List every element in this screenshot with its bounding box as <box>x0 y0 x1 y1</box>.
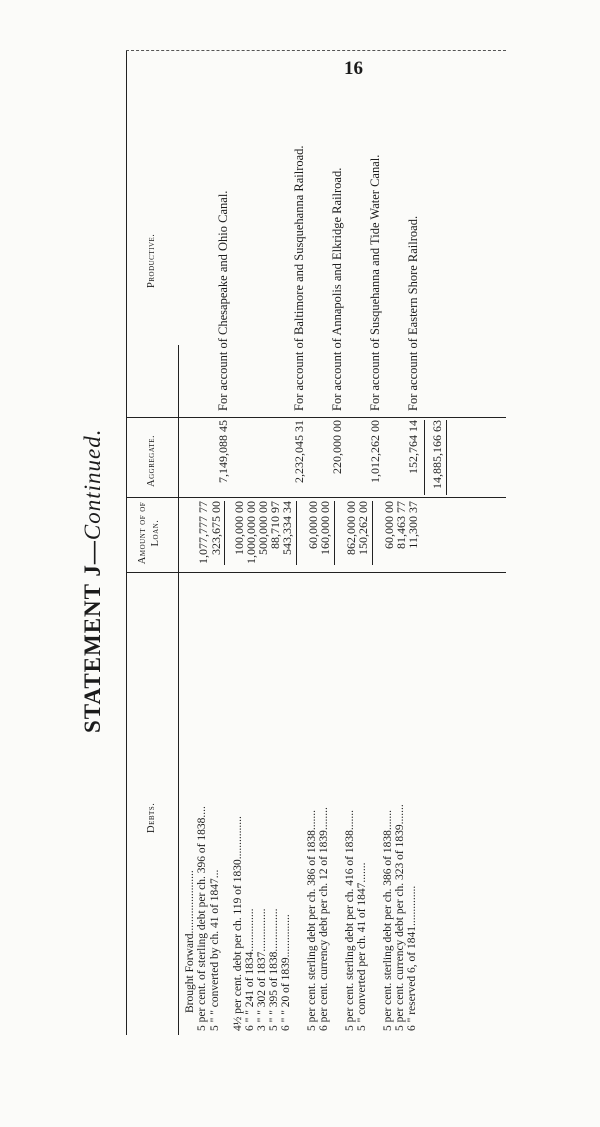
productive-cell: For account of Susquehanna and Tide Water Canal. <box>368 154 382 411</box>
total-rule <box>424 420 425 495</box>
page-number: 16 <box>344 58 363 79</box>
amount-cell: 500,000 00 <box>256 501 270 555</box>
debt-row: 3 " " 302 of 1837............... <box>256 908 268 1031</box>
subtotal-rule <box>224 501 225 565</box>
debt-row: 5 per cent. sterling debt per ch. 386 of 1838....... <box>306 810 318 1031</box>
debt-row: 6 " reserved 6, of 1841.............. <box>406 885 418 1031</box>
debt-row: 6 per cent. currency debt per ch. 12 of 1839........ <box>318 807 330 1031</box>
header-debts: Debts. <box>146 802 157 833</box>
amount-cell: 160,000 00 <box>318 501 332 555</box>
amount-cell: 11,300 37 <box>406 501 420 549</box>
amount-cell: 60,000 00 <box>382 501 396 549</box>
productive-cell: For account of Chesapeake and Ohio Canal. <box>216 190 230 411</box>
aggregate-cell: 1,012,262 00 <box>368 420 382 483</box>
column-divider-debts-amount <box>126 572 506 573</box>
header-aggregate: Aggregate. <box>146 434 157 487</box>
subtotal-rule <box>296 501 297 565</box>
debt-row: 4½ per cent. debt per ch. 119 of 1830............... <box>232 816 244 1031</box>
aggregate-cell: 220,000 00 <box>330 420 344 474</box>
subtotal-rule <box>372 501 373 565</box>
debt-row: 6 " " 241 of 1834............... <box>244 908 256 1031</box>
aggregate-cell: 7,149,088 45 <box>216 420 230 483</box>
rotated-statement-table <box>80 43 510 1043</box>
amount-cell: 323,675 00 <box>209 501 223 555</box>
grand-total: 14,885,166 63 <box>430 420 444 489</box>
total-underline <box>446 420 447 495</box>
amount-cell: 60,000 00 <box>306 501 320 549</box>
debt-row: 5 per cent. of sterling debt per ch. 396 of 1838.... <box>196 806 208 1031</box>
amount-cell: 1,077,777 77 <box>196 501 210 564</box>
debt-row: Brought Forward...................... <box>184 870 196 1013</box>
header-productive: Productive. <box>146 233 157 288</box>
debt-row: 6 " " 20 of 1839............... <box>280 914 292 1031</box>
debt-row: 5 " " 395 of 1838............... <box>268 908 280 1031</box>
column-divider-amount-aggregate <box>126 497 506 498</box>
productive-cell: For account of Baltimore and Susquehanna Railroad. <box>292 145 306 411</box>
table-top-rule <box>126 51 127 1035</box>
statement-title <box>80 429 106 733</box>
title-main: STATEMENT J— <box>80 540 105 733</box>
table-edge-dashed <box>126 50 506 51</box>
subtotal-rule <box>334 501 335 565</box>
amount-cell: 88,710 97 <box>268 501 282 549</box>
debt-row: 5 per cent. sterling debt per ch. 386 of 1838....... <box>382 810 394 1031</box>
debt-row: 5 per cent. currency debt per ch. 323 of 1839....... <box>394 804 406 1031</box>
productive-cell-eastern-shore: For account of Eastern Shore Railroad. <box>406 215 420 411</box>
amount-cell: 1,000,000 00 <box>244 501 258 564</box>
amount-cell: 150,262 00 <box>356 501 370 555</box>
debt-row: 5 " " converted by ch. 41 of 1847... <box>209 869 221 1031</box>
aggregate-cell-eastern-shore: 152,764 14 <box>406 420 420 474</box>
amount-cell: 543,334 34 <box>280 501 294 555</box>
amount-cell: 100,000 00 <box>232 501 246 555</box>
aggregate-cell: 2,232,045 31 <box>292 420 306 483</box>
amount-cell: 81,463 77 <box>394 501 408 549</box>
column-divider-aggregate-productive <box>126 417 506 418</box>
productive-cell: For account of Annapolis and Elkridge Railroad. <box>330 167 344 411</box>
header-amount: Amount of of Loan. <box>137 501 161 565</box>
header-rule <box>178 345 179 1035</box>
debt-row: 5 per cent. sterling debt per ch. 416 of 1838....... <box>344 810 356 1031</box>
amount-cell: 862,000 00 <box>344 501 358 555</box>
debt-row: 5 " converted per ch. 41 of 1847....... <box>356 862 368 1031</box>
title-italic: Continued. <box>80 428 105 541</box>
